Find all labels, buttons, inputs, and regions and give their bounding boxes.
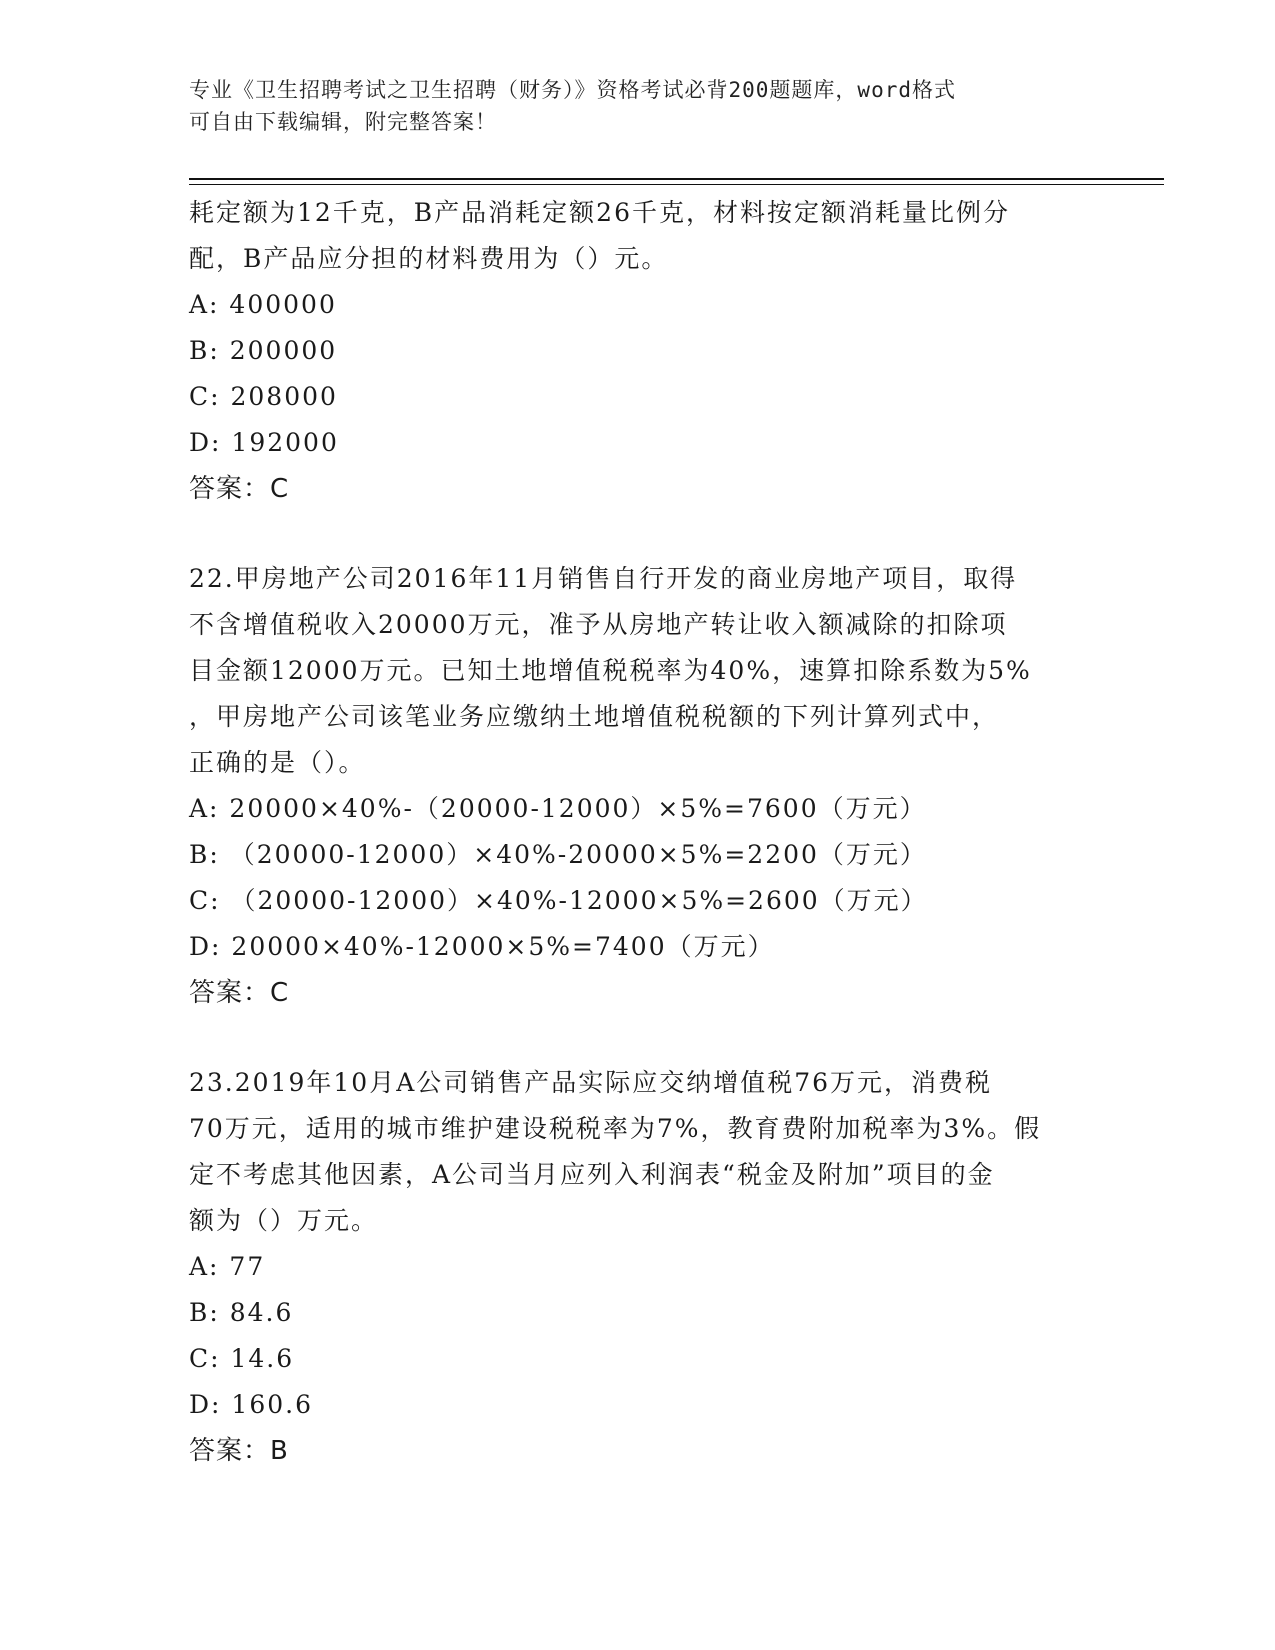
question-23	[189, 1060, 1089, 1474]
answer-label: 答案：C	[189, 978, 290, 1008]
option-b: B: 84.6	[189, 1298, 294, 1327]
question-spacer	[189, 512, 1089, 556]
question-spacer	[189, 1016, 1089, 1060]
question-stem-line: 70万元，适用的城市维护建设税税率为7%，教育费附加税率为3%。假	[189, 1114, 1042, 1143]
question-stem-line: 22.甲房地产公司2016年11月销售自行开发的商业房地产项目，取得	[189, 564, 1018, 593]
question-stem-line: 正确的是（）。	[189, 748, 366, 777]
option-c: C: 14.6	[189, 1344, 295, 1373]
question-22	[189, 556, 1089, 1016]
question-stem-line: 额为（）万元。	[189, 1206, 379, 1235]
option-d: D: 20000×40%-12000×5%=7400（万元）	[189, 932, 775, 961]
option-a: A: 400000	[189, 290, 337, 319]
option-d: D: 192000	[189, 428, 339, 457]
option-c: C: 208000	[189, 382, 338, 411]
option-b: B: （20000-12000）×40%-20000×5%=2200（万元）	[189, 840, 927, 869]
option-b: B: 200000	[189, 336, 338, 365]
document-header	[189, 74, 1089, 138]
header-divider-thick	[189, 178, 1164, 180]
header-line-2: 可自由下载编辑，附完整答案！	[189, 110, 497, 134]
option-a: A: 77	[189, 1252, 266, 1281]
question-stem-line: 配，B产品应分担的材料费用为（）元。	[189, 244, 669, 273]
question-stem-line: 定不考虑其他因素，A公司当月应列入利润表“税金及附加”项目的金	[189, 1160, 995, 1189]
option-d: D: 160.6	[189, 1390, 313, 1419]
option-c: C: （20000-12000）×40%-12000×5%=2600（万元）	[189, 886, 928, 915]
question-stem-line: 不含增值税收入20000万元，准予从房地产转让收入额减除的扣除项	[189, 610, 1008, 639]
answer-label: 答案：C	[189, 474, 290, 504]
question-stem-line: 23.2019年10月A公司销售产品实际应交纳增值税76万元，消费税	[189, 1068, 993, 1097]
question-stem-line: 耗定额为12千克，B产品消耗定额26千克，材料按定额消耗量比例分	[189, 198, 1010, 227]
header-divider-thin	[189, 184, 1164, 185]
answer-label: 答案：B	[189, 1436, 289, 1466]
question-stem-line: ，甲房地产公司该笔业务应缴纳土地增值税税额的下列计算列式中，	[189, 702, 1000, 731]
option-a: A: 20000×40%-（20000-12000）×5%=7600（万元）	[189, 794, 927, 823]
question-stem-line: 目金额12000万元。已知土地增值税税率为40%，速算扣除系数为5%	[189, 656, 1032, 685]
question-21	[189, 190, 1089, 512]
question-content	[189, 190, 1089, 1474]
header-line-1: 专业《卫生招聘考试之卫生招聘（财务）》资格考试必背200题题库，word格式	[189, 78, 956, 102]
